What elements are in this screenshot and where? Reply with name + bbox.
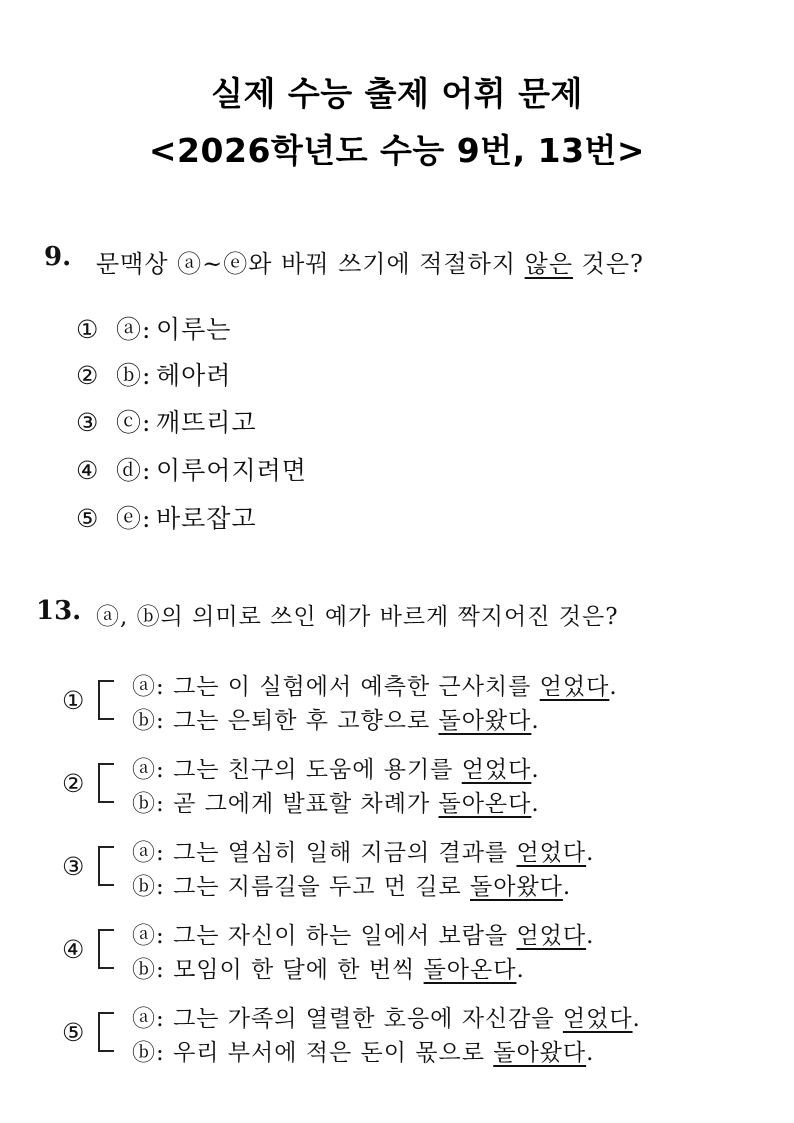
label-a: ⓐ:	[132, 923, 165, 949]
q9-option-4[interactable]	[76, 451, 307, 487]
q13-option-1[interactable]	[56, 668, 776, 738]
target-word-b: 돌아왔다	[438, 708, 532, 734]
page-subtitle: <2026학년도 수능 9번, 13번>	[148, 131, 646, 170]
q9-number: 9.	[44, 242, 72, 272]
q13-option-5[interactable]	[56, 1000, 776, 1070]
bracket	[98, 1012, 114, 1052]
label-b: ⓑ:	[132, 874, 165, 900]
option-text: 이루는	[156, 315, 232, 344]
sentence-b: 그는 지름길을 두고 먼 길로	[173, 874, 471, 900]
example-a	[132, 751, 540, 784]
q9-stem-before: 문맥상 ⓐ~ⓔ와 바꿔 쓰기에 적절하지	[96, 250, 525, 278]
option-number: ③	[76, 408, 100, 437]
q13-number: 13.	[36, 596, 82, 626]
option-number: ④	[62, 935, 85, 964]
option-text: 이루어지려면	[156, 456, 307, 485]
example-b	[132, 785, 540, 818]
example-a	[132, 1000, 641, 1033]
sentence-b: 우리 부서에 적은 돈이 몫으로	[173, 1040, 494, 1066]
example-b	[132, 702, 540, 735]
option-text: 바로잡고	[156, 504, 257, 533]
target-word-b: 돌아온다	[423, 957, 517, 983]
period: .	[609, 674, 618, 700]
target-word-b: 돌아왔다	[493, 1040, 587, 1066]
target-word-b: 돌아왔다	[470, 874, 563, 900]
label-b: ⓑ:	[132, 791, 165, 817]
option-letter: ⓓ:	[116, 456, 152, 485]
q9-option-3[interactable]	[76, 403, 257, 439]
option-letter: ⓑ:	[116, 361, 152, 390]
option-number: ③	[62, 852, 85, 881]
example-b	[132, 1034, 594, 1067]
sentence-a: 그는 가족의 열렬한 호응에 자신감을	[173, 1006, 563, 1032]
bracket	[98, 680, 114, 720]
period: .	[562, 874, 572, 900]
option-number: ②	[76, 361, 100, 390]
q13-option-3[interactable]	[56, 834, 776, 904]
target-word-a: 얻었다	[461, 757, 532, 783]
period: .	[586, 840, 595, 866]
q13-stem: ⓐ, ⓑ의 의미로 쓰인 예가 바르게 짝지어진 것은?	[96, 604, 619, 630]
sentence-b: 곧 그에게 발표할 차례가	[173, 791, 439, 817]
period: .	[516, 957, 525, 983]
period: .	[632, 1006, 641, 1032]
option-number: ①	[76, 315, 100, 344]
option-number: ②	[62, 769, 85, 798]
q9-stem-underlined: 않은	[524, 250, 574, 278]
option-number: ④	[76, 456, 100, 485]
option-text: 헤아려	[156, 361, 232, 390]
bracket	[98, 846, 114, 886]
q13-option-2[interactable]	[56, 751, 776, 821]
label-b: ⓑ:	[132, 708, 165, 734]
label-b: ⓑ:	[132, 1040, 165, 1066]
label-a: ⓐ:	[132, 1006, 165, 1032]
example-b	[132, 868, 571, 901]
q13-option-4[interactable]	[56, 917, 776, 987]
example-b	[132, 951, 525, 984]
q9-option-5[interactable]	[76, 499, 257, 535]
sentence-a: 그는 이 실험에서 예측한 근사치를	[173, 674, 540, 700]
option-number: ⑤	[62, 1018, 85, 1047]
period: .	[586, 1040, 595, 1066]
period: .	[531, 757, 540, 783]
option-number: ⑤	[76, 504, 100, 533]
sentence-a: 그는 친구의 도움에 용기를	[173, 757, 462, 783]
sentence-a: 그는 자신이 하는 일에서 보람을	[173, 923, 517, 949]
option-letter: ⓐ:	[116, 315, 152, 344]
option-number: ①	[62, 686, 85, 715]
page-title: 실제 수능 출제 어휘 문제	[211, 74, 583, 113]
label-a: ⓐ:	[132, 674, 165, 700]
option-text: 깨뜨리고	[156, 408, 257, 437]
bracket	[98, 763, 114, 803]
label-b: ⓑ:	[132, 957, 165, 983]
target-word-b: 돌아온다	[438, 791, 532, 817]
target-word-a: 얻었다	[539, 674, 610, 700]
example-a	[132, 834, 594, 867]
q9-stem	[96, 244, 644, 279]
target-word-a: 얻었다	[562, 1006, 633, 1032]
label-a: ⓐ:	[132, 757, 165, 783]
label-a: ⓐ:	[132, 840, 165, 866]
bracket	[98, 929, 114, 969]
sentence-a: 그는 열심히 일해 지금의 결과를	[173, 840, 517, 866]
example-a	[132, 668, 618, 701]
period: .	[531, 708, 540, 734]
option-letter: ⓔ:	[116, 504, 152, 533]
option-letter: ⓒ:	[116, 408, 152, 437]
sentence-b: 모임이 한 달에 한 번씩	[173, 957, 424, 983]
q9-option-2[interactable]	[76, 356, 231, 392]
target-word-a: 얻었다	[516, 840, 587, 866]
q9-option-1[interactable]	[76, 310, 231, 346]
period: .	[531, 791, 540, 817]
sentence-b: 그는 은퇴한 후 고향으로	[173, 708, 439, 734]
example-a	[132, 917, 594, 950]
period: .	[586, 923, 595, 949]
q9-stem-after: 것은?	[573, 250, 644, 278]
target-word-a: 얻었다	[516, 923, 587, 949]
